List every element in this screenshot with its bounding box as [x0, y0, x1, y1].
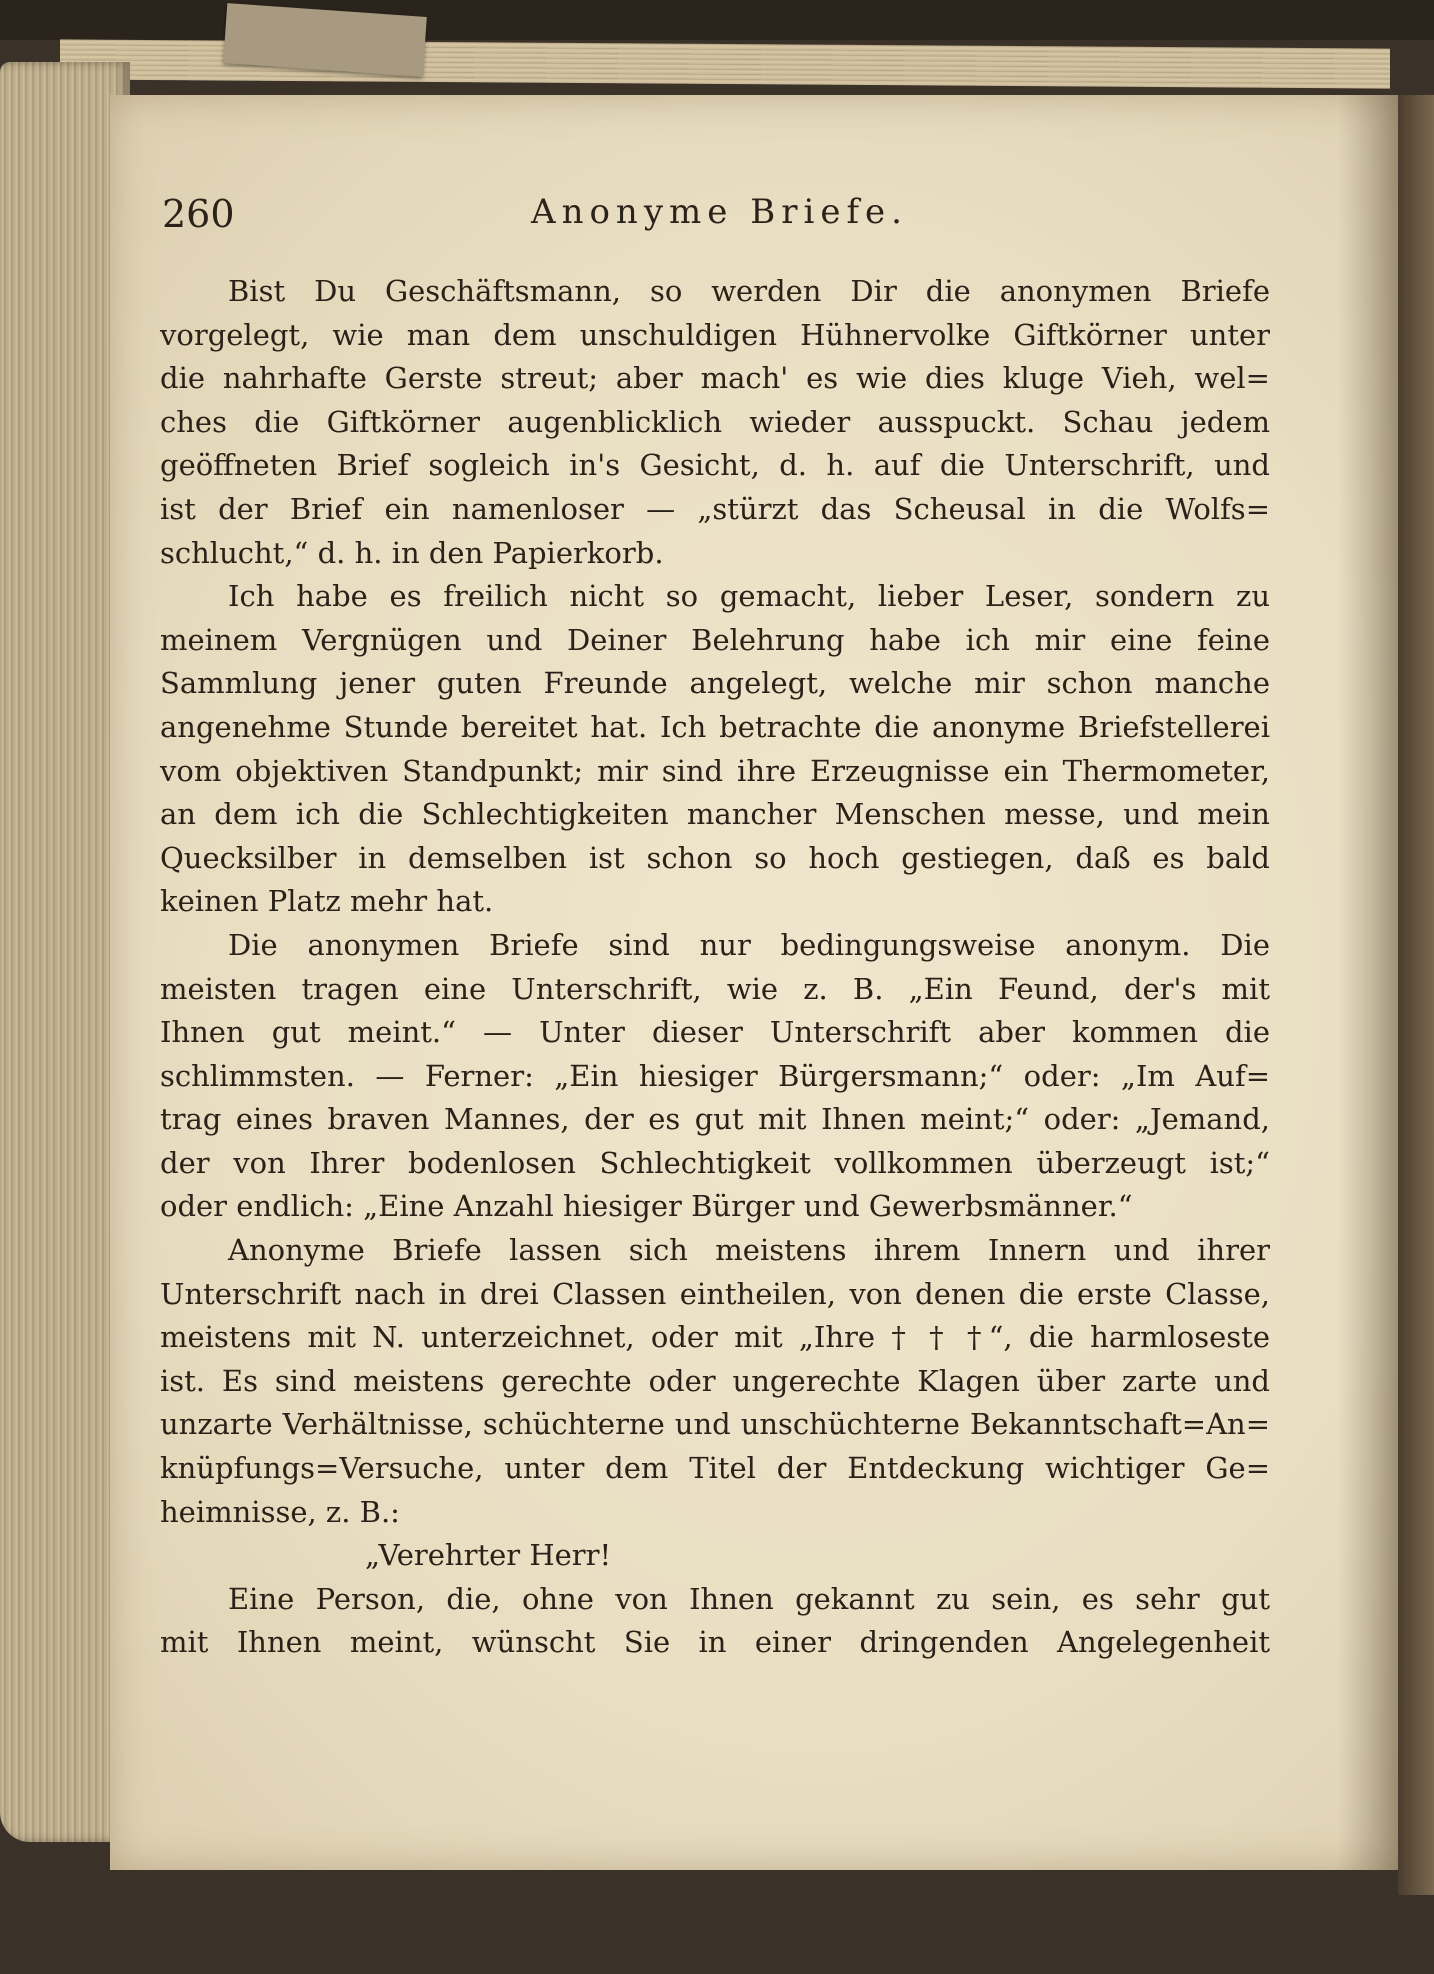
text-line: die nahrhafte Gerste streut; aber mach' es wie dies kluge Vieh, wel=	[160, 361, 1270, 396]
text-line: keinen Platz mehr hat.	[160, 884, 494, 919]
text-line: Ich habe es freilich nicht so gemacht, lieber Leser, sondern zu	[228, 579, 1270, 614]
text-line: an dem ich die Schlechtigkeiten mancher Menschen messe, und mein	[160, 797, 1270, 832]
text-line: meisten tragen eine Unterschrift, wie z. B. „Ein Feund, der's mit	[160, 971, 1270, 1006]
running-title: Anonyme Briefe.	[531, 192, 908, 232]
text-line: oder endlich: „Eine Anzahl hiesiger Bürger und Gewerbsmänner.“	[160, 1189, 1133, 1224]
text-line: „Verehrter Herr!	[365, 1538, 612, 1573]
text-line: Eine Person, die, ohne von Ihnen gekannt zu sein, es sehr gut	[228, 1581, 1270, 1616]
text-line: geöffneten Brief sogleich in's Gesicht, d. h. auf die Unterschrift, und	[160, 448, 1270, 483]
text-line: schlimmsten. — Ferner: „Ein hiesiger Bürgersmann;“ oder: „Im Auf=	[160, 1058, 1270, 1093]
text-line: vom objektiven Standpunkt; mir sind ihre Erzeugnisse ein Thermometer,	[160, 753, 1270, 788]
text-line: der von Ihrer bodenlosen Schlechtigkeit vollkommen überzeugt ist;“	[160, 1145, 1270, 1180]
page-number: 260	[162, 192, 235, 236]
text-line: ist der Brief ein namenloser — „stürzt das Scheusal in die Wolfs=	[160, 491, 1270, 526]
text-line: Ihnen gut meint.“ — Unter dieser Unterschrift aber kommen die	[160, 1015, 1270, 1050]
text-line: ist. Es sind meistens gerechte oder ungerechte Klagen über zarte und	[160, 1363, 1270, 1398]
text-line: mit Ihnen meint, wünscht Sie in einer dringenden Angelegenheit	[160, 1625, 1270, 1660]
text-line: Quecksilber in demselben ist schon so hoch gestiegen, daß es bald	[160, 840, 1270, 875]
text-line: angenehme Stunde bereitet hat. Ich betrachte die anonyme Briefstellerei	[160, 709, 1270, 744]
text-line: meinem Vergnügen und Deiner Belehrung habe ich mir eine feine	[160, 622, 1270, 657]
text-line: meistens mit N. unterzeichnet, oder mit „Ihre † † †“, die harmloseste	[160, 1320, 1270, 1355]
text-line: Die anonymen Briefe sind nur bedingungsweise anonym. Die	[228, 927, 1270, 962]
text-line: Anonyme Briefe lassen sich meistens ihrem Innern und ihrer	[228, 1233, 1270, 1268]
text-line: heimnisse, z. B.:	[160, 1494, 400, 1529]
text-line: Unterschrift nach in drei Classen eintheilen, von denen die erste Classe,	[160, 1276, 1270, 1311]
facing-page-edge	[1398, 95, 1434, 1895]
text-line: knüpfungs=Versuche, unter dem Titel der Entdeckung wichtiger Ge=	[160, 1451, 1270, 1486]
gutter-shadow	[1338, 95, 1398, 1870]
text-line: ches die Giftkörner augenblicklich wieder ausspuckt. Schau jedem	[160, 404, 1270, 439]
text-line: unzarte Verhältnisse, schüchterne und unschüchterne Bekanntschaft=An=	[160, 1407, 1270, 1442]
page-header	[162, 192, 1277, 242]
text-line: schlucht,“ d. h. in den Papierkorb.	[160, 535, 664, 570]
text-line: vorgelegt, wie man dem unschuldigen Hühnervolke Giftkörner unter	[160, 317, 1270, 352]
text-line: Bist Du Geschäftsmann, so werden Dir die anonymen Briefe	[228, 274, 1270, 308]
text-line: Sammlung jener guten Freunde angelegt, welche mir schon manche	[160, 666, 1270, 701]
text-line: trag eines braven Mannes, der es gut mit Ihnen meint;“ oder: „Jemand,	[160, 1102, 1270, 1137]
body-text	[160, 270, 1270, 1665]
